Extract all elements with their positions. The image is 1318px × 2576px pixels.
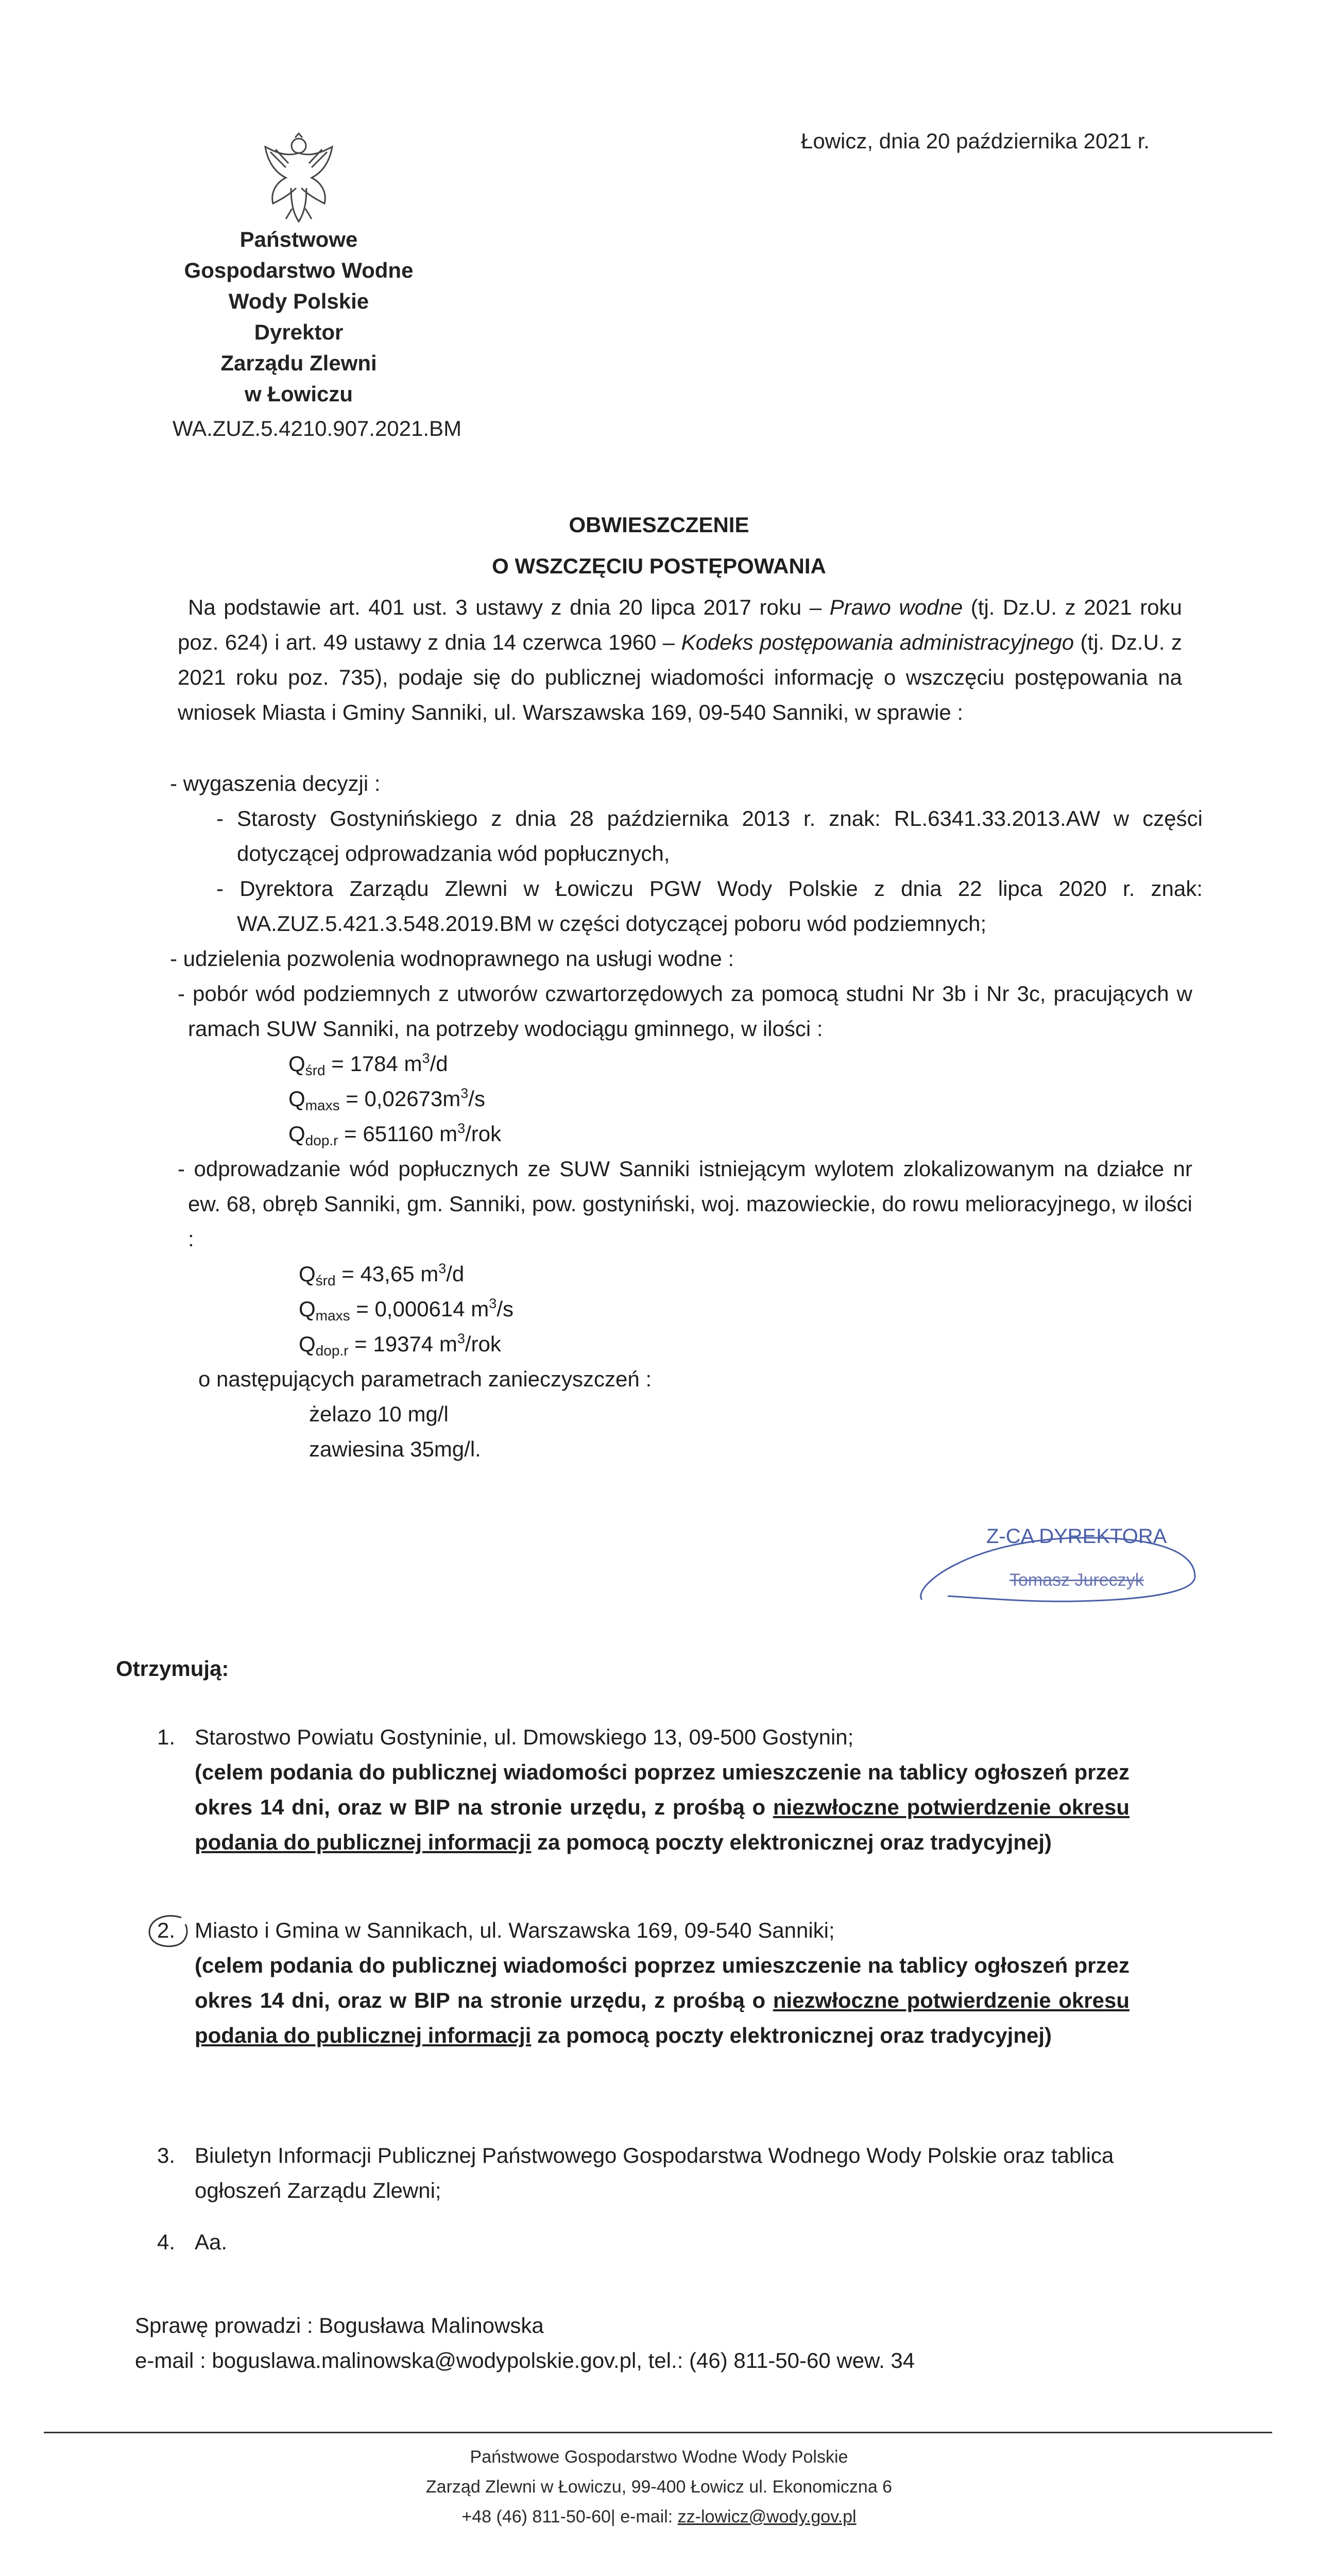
footer-org: Państwowe Gospodarstwo Wodne Wody Polskie (470, 2447, 848, 2467)
permit-heading: - udzielenia pozwolenia wodnoprawnego na usługi wodne : (170, 946, 734, 971)
issuer-block (149, 224, 448, 410)
intro-text: (tj. Dz.U. z 2021 roku poz. 624) i art. 49 ustawy z dnia 14 czerwca 1960 – (178, 595, 1182, 654)
issuer-line: Zarządu Zlewni (220, 351, 377, 375)
expire-item: - Dyrektora Zarządu Zlewni w Łowiczu PGW Wody Polskie z dnia 22 lipca 2020 r. znak: WA.ZUZ.5.421.3.548.2019.BM w części dotyczącej poboru wód podziemnych; (216, 876, 1203, 936)
permit-item: - pobór wód podziemnych z utworów czwartorzędowych za pomocą studni Nr 3b i Nr 3c, pracujących w ramach SUW Sanniki, na potrzeby wodociągu gminnego, w ilości : (178, 981, 1192, 1041)
recipient-item (195, 1913, 1129, 2053)
formula-row: Qśrd = 1784 $m^3/d$ (288, 1050, 448, 1078)
intro-italic: Prawo wodne (829, 595, 963, 619)
list-number: 2. (157, 1918, 176, 1942)
list-number: 3. (157, 2143, 176, 2167)
list-number: 4. (157, 2230, 176, 2254)
formula-row: Qmaxs = 0,000614 $m^3/s$ (299, 1296, 513, 1324)
list-number: 1. (157, 1725, 176, 1749)
formula-row: Qśrd = 43,65 $m^3/d$ (299, 1261, 465, 1289)
document-subtitle: O WSZCZĘCIU POSTĘPOWANIA (492, 554, 826, 578)
recipient-name: Miasto i Gmina w Sannikach, ul. Warszawska 169, 09-540 Sanniki; (195, 1918, 835, 1942)
param-item: zawiesina 35mg/l. (309, 1437, 481, 1461)
intro-text: (tj. Dz.U. z 2021 roku poz. 735), podaje się do publicznej wiadomości informację o wszczęciu postępowania na wniosek Miasta i Gminy Sanniki, ul. Warszawska 169, 09-540 Sanniki, w sprawie : (178, 630, 1182, 724)
issuer-line: w Łowiczu (245, 382, 353, 406)
formula-row: $Qmaxs = 0,02673m^3/s$ (288, 1086, 485, 1113)
signature-title: Z-CA DYREKTORA (986, 1525, 1167, 1548)
issuer-line: Gospodarstwo Wodne (184, 258, 414, 282)
permit-item: - odprowadzanie wód popłucznych ze SUW Sanniki istniejącym wylotem zlokalizowanym na działce nr ew. 68, obręb Sanniki, gm. Sanniki, pow. gostyniński, woj. mazowieckie, do rowu melioracyjnego, w ilości : (178, 1157, 1192, 1251)
recipient-item: Aa. (195, 2230, 228, 2254)
params-heading: o następujących parametrach zanieczyszczeń : (198, 1367, 652, 1391)
recipients-heading: Otrzymują: (116, 1656, 229, 1681)
eagle-emblem-icon (255, 131, 343, 224)
recipient-name: Starostwo Powiatu Gostyninie, ul. Dmowskiego 13, 09-500 Gostynin; (195, 1725, 854, 1749)
contact-details: e-mail : boguslawa.malinowska@wodypolskie.gov.pl, tel.: (46) 811-50-60 wew. 34 (135, 2348, 915, 2372)
recipient-item (195, 1720, 1129, 1860)
footer-address: Zarząd Zlewni w Łowiczu, 99-400 Łowicz ul. Ekonomiczna 6 (425, 2477, 893, 2497)
expire-heading: - wygaszenia decyzji : (170, 771, 381, 795)
footer-contact: +48 (46) 811-50-60| e-mail: zz-lowicz@wody.gov.pl (461, 2507, 857, 2527)
signature-name: Tomasz Jureczyk (1009, 1570, 1144, 1590)
intro-paragraph (178, 590, 1182, 730)
intro-italic: Kodeks postępowania administracyjnego (681, 630, 1074, 654)
recipient-note: (celem podania do publicznej wiadomości poprzez umieszczenie na tablicy ogłoszeń przez okres 14 dni, oraz w BIP na stronie urzędu, z prośbą o niezwłoczne potwierdzenie okresu podania do publicznej informacji za pomocą poczty elektronicznej oraz tradycyjnej) (195, 1953, 1129, 2047)
intro-text: Na podstawie art. 401 ust. 3 ustawy z dnia 20 lipca 2017 roku – (188, 595, 830, 619)
footer-divider (44, 2432, 1272, 2433)
issuer-line: Dyrektor (254, 320, 344, 344)
issuer-line: Państwowe (239, 227, 358, 251)
document-title: OBWIESZCZENIE (569, 513, 749, 537)
footer-email-link[interactable]: zz-lowicz@wody.gov.pl (677, 2507, 857, 2527)
document-date: Łowicz, dnia 20 października 2021 r. (801, 129, 1150, 153)
recipient-item: Biuletyn Informacji Publicznej Państwowego Gospodarstwa Wodnego Wody Polskie oraz tablica ogłoszeń Zarządu Zlewni; (195, 2143, 1114, 2202)
formula-row: Qdop.r = 19374 $m^3$/rok (299, 1331, 501, 1359)
formula-row: Qdop.r = 651160 $m^3$/rok (288, 1121, 502, 1148)
param-item: żelazo 10 mg/l (309, 1402, 449, 1426)
contact-person: Sprawę prowadzi : Bogusława Malinowska (135, 2313, 544, 2337)
reference-number: WA.ZUZ.5.4210.907.2021.BM (173, 416, 462, 440)
recipient-note: (celem podania do publicznej wiadomości poprzez umieszczenie na tablicy ogłoszeń przez okres 14 dni, oraz w BIP na stronie urzędu, z prośbą o niezwłoczne potwierdzenie okresu podania do publicznej informacji za pomocą poczty elektronicznej oraz tradycyjnej) (195, 1760, 1129, 1854)
issuer-line: Wody Polskie (228, 289, 369, 313)
expire-item: - Starosty Gostynińskiego z dnia 28 października 2013 r. znak: RL.6341.33.2013.AW w części dotyczącej odprowadzania wód popłucznych, (216, 806, 1203, 866)
